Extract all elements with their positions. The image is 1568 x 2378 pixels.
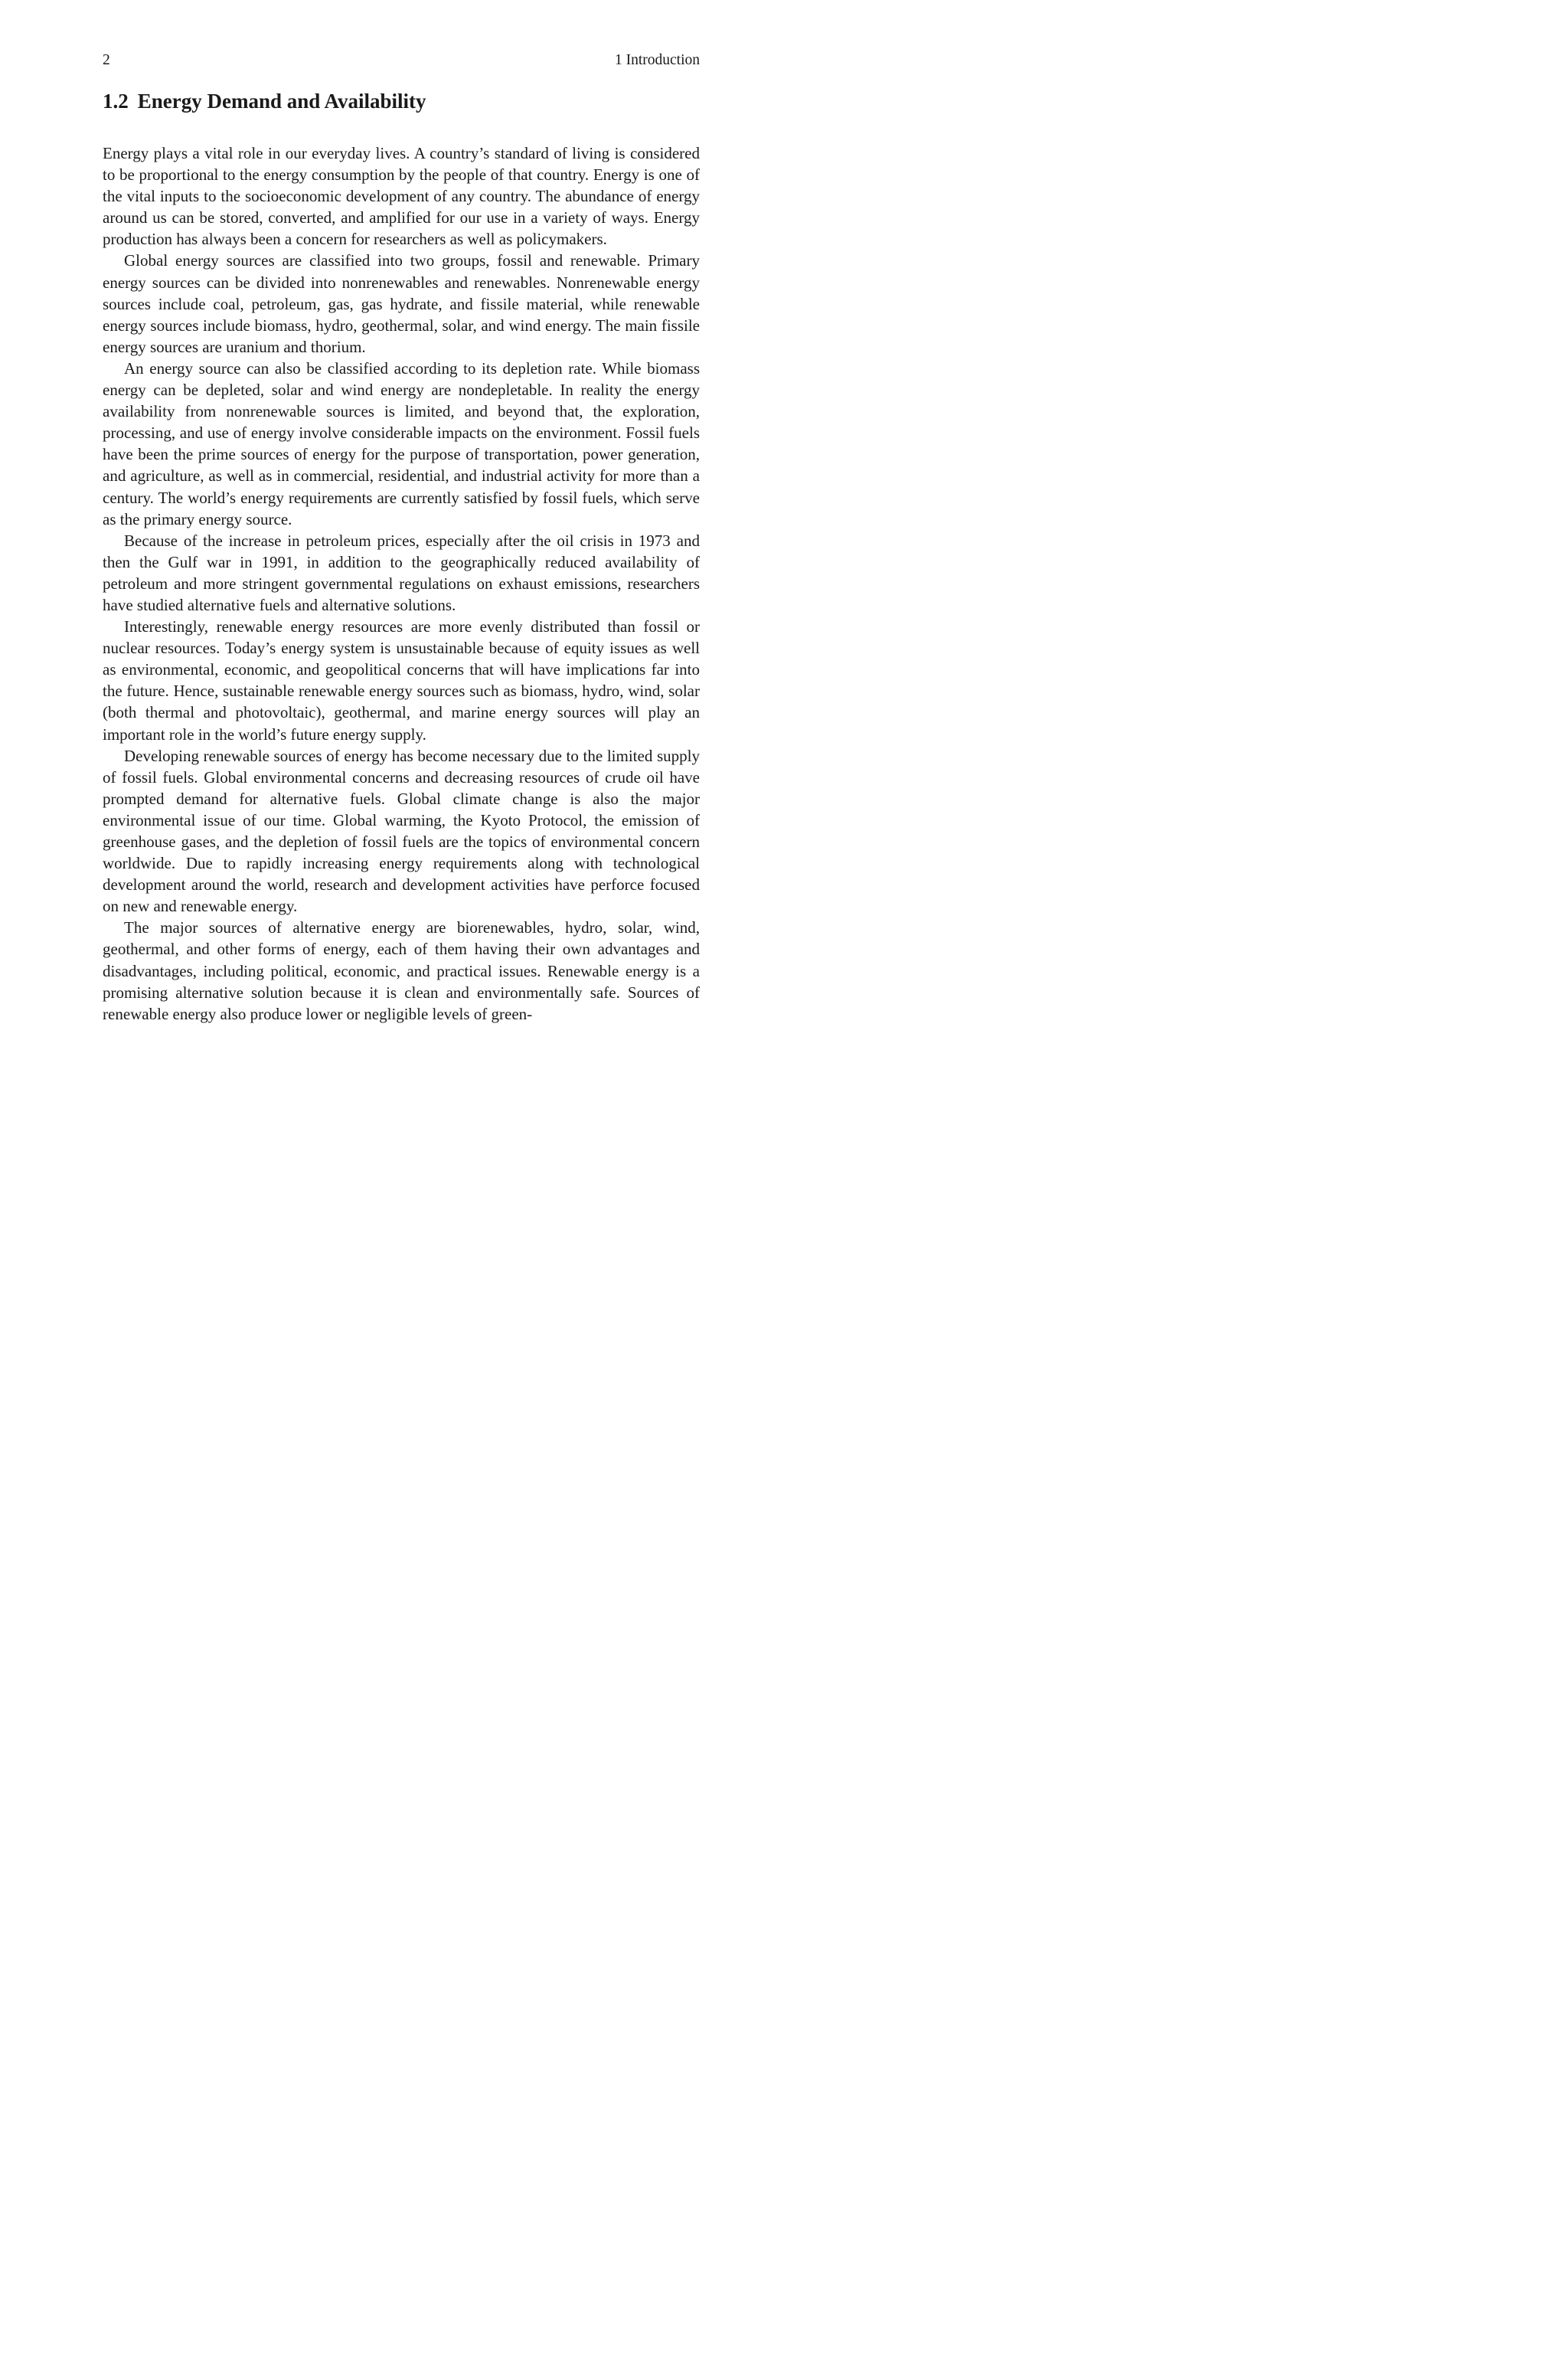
chapter-running-title: 1 Introduction xyxy=(614,52,700,68)
paragraph: The major sources of alternative energy are biorenewables, hydro, solar, wind, geothermal, and other forms of energy, each of them having their own advantages and disadvantages, including political, economic, and practical issues. Renewable energy is a promising alternative solution because it is clean and environmentally safe. Sources of renewable energy also produce lower or negligible levels of green- xyxy=(103,918,700,1023)
paragraph: Developing renewable sources of energy has become necessary due to the limited supply of fossil fuels. Global environmental concerns and decreasing resources of crude oil have prompted demand for alternative fuels. Global climate change is also the major environmental issue of our time. Global warming, the Kyoto Protocol, the emission of greenhouse gases, and the depletion of fossil fuels are the topics of environmental concern worldwide. Due to rapidly increasing energy requirements along with technological development around the world, research and development activities have perforce focused on new and renewable energy. xyxy=(103,746,700,916)
running-head xyxy=(103,49,700,72)
section-heading xyxy=(103,87,700,115)
book-page xyxy=(103,49,700,1025)
paragraph: An energy source can also be classified according to its depletion rate. While biomass energy can be depleted, solar and wind energy are nondepletable. In reality the energy availability from nonrenewable sources is limited, and beyond that, the exploration, processing, and use of energy involve considerable impacts on the environment. Fossil fuels have been the prime sources of energy for the purpose of transportation, power generation, and agriculture, as well as in commercial, residential, and industrial activity for more than a century. The world’s energy requirements are currently satisfied by fossil fuels, which serve as the primary energy source. xyxy=(103,358,700,528)
section-body xyxy=(103,142,700,1025)
paragraph: Global energy sources are classified into two groups, fossil and renewable. Primary energy sources can be divided into nonrenewables and renewables. Nonrenewable energy sources include coal, petroleum, gas, gas hydrate, and fissile material, while renewable energy sources include biomass, hydro, geothermal, solar, and wind energy. The main fissile energy sources are uranium and thorium. xyxy=(103,251,700,356)
paragraph: Because of the increase in petroleum prices, especially after the oil crisis in 1973 and then the Gulf war in 1991, in addition to the geographically reduced availability of petroleum and more stringent governmental regulations on exhaust emissions, researchers have studied alternative fuels and alternative solutions. xyxy=(103,531,700,614)
paragraph: Interestingly, renewable energy resources are more evenly distributed than fossil or nuclear resources. Today’s energy system is unsustainable because of equity issues as well as environmental, economic, and geopolitical concerns that will have implications far into the future. Hence, sustainable renewable energy sources such as biomass, hydro, wind, solar (both thermal and photovoltaic), geothermal, and marine energy sources will play an important role in the world’s future energy supply. xyxy=(103,617,700,744)
paragraph: Energy plays a vital role in our everyday lives. A country’s standard of living is considered to be proportional to the energy consumption by the people of that country. Energy is one of the vital inputs to the socioeconomic development of any country. The abundance of energy around us can be stored, converted, and amplified for our use in a variety of ways. Energy production has always been a concern for researchers as well as policymakers. xyxy=(103,144,700,249)
section-number: 1.2 xyxy=(103,90,129,113)
section-title: Energy Demand and Availability xyxy=(137,90,426,113)
page-number: 2 xyxy=(103,52,110,68)
